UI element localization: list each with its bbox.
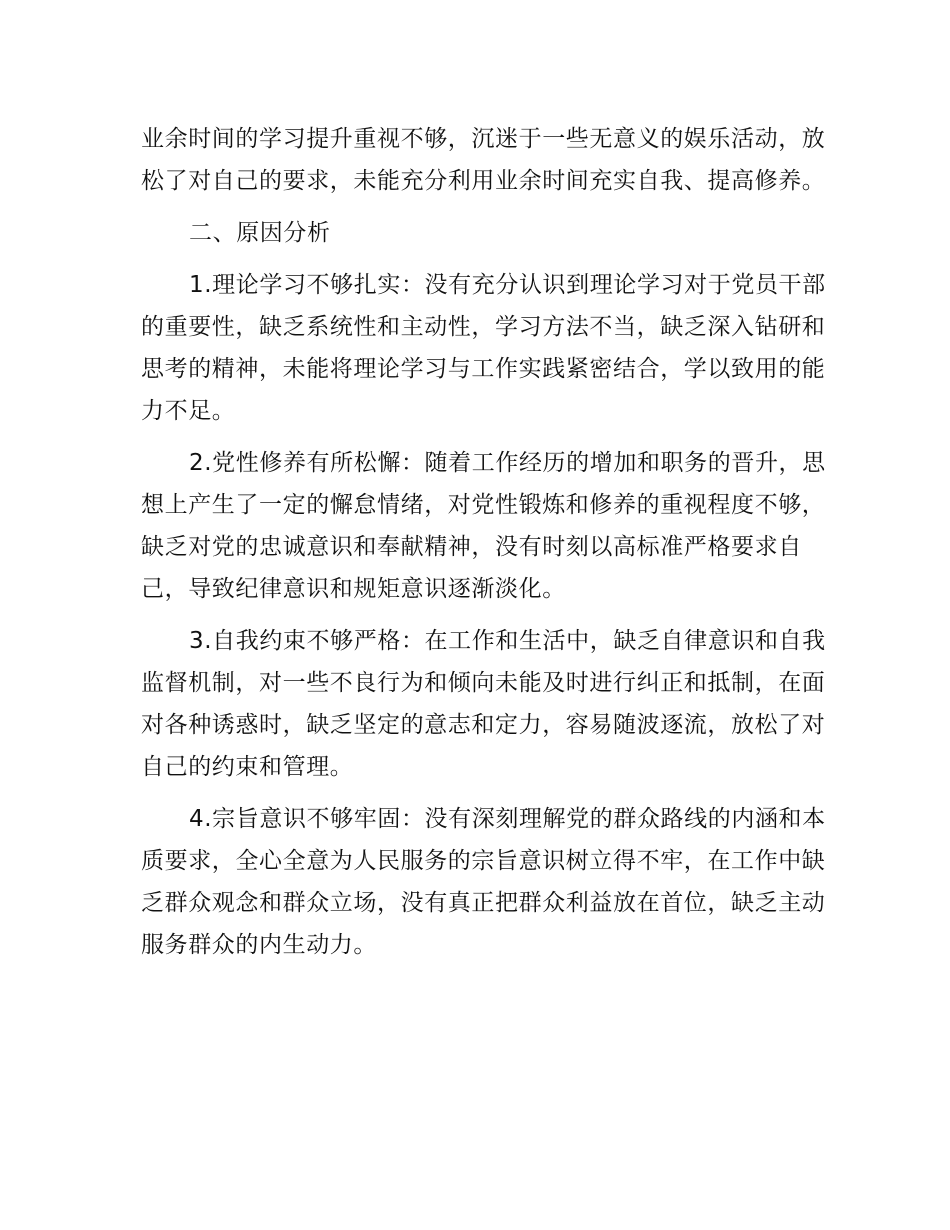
section-heading: 二、原因分析: [189, 220, 331, 246]
paragraph-item-1: 1.理论学习不够扎实：没有充分认识到理论学习对于党员干部的重要性，缺乏系统性和主动性，学习方法不当，缺乏深入钻研和思考的精神，未能将理论学习与工作实践紧密结合，学以致用的能力不足。: [141, 272, 826, 424]
paragraph-item-4: 4.宗旨意识不够牢固：没有深刻理解党的群众路线的内涵和本质要求，全心全意为人民服务的宗旨意识树立得不牢，在工作中缺乏群众观念和群众立场，没有真正把群众利益放在首位，缺乏主动服务群众的内生动力。: [141, 806, 826, 958]
paragraph-item-2: 2.党性修养有所松懈：随着工作经历的增加和职务的晋升，思想上产生了一定的懈怠情绪，对党性锻炼和修养的重视程度不够，缺乏对党的忠诚意识和奉献精神，没有时刻以高标准严格要求自己，导致纪律意识和规矩意识逐渐淡化。: [141, 450, 826, 602]
document-body: [141, 118, 831, 976]
paragraph-item-3: 3.自我约束不够严格：在工作和生活中，缺乏自律意识和自我监督机制，对一些不良行为和倾向未能及时进行纠正和抵制，在面对各种诱惑时，缺乏坚定的意志和定力，容易随波逐流，放松了对自己的约束和管理。: [141, 628, 826, 780]
paragraph-continuation: 业余时间的学习提升重视不够，沉迷于一些无意义的娱乐活动，放松了对自己的要求，未能充分利用业余时间充实自我、提高修养。: [141, 126, 826, 194]
